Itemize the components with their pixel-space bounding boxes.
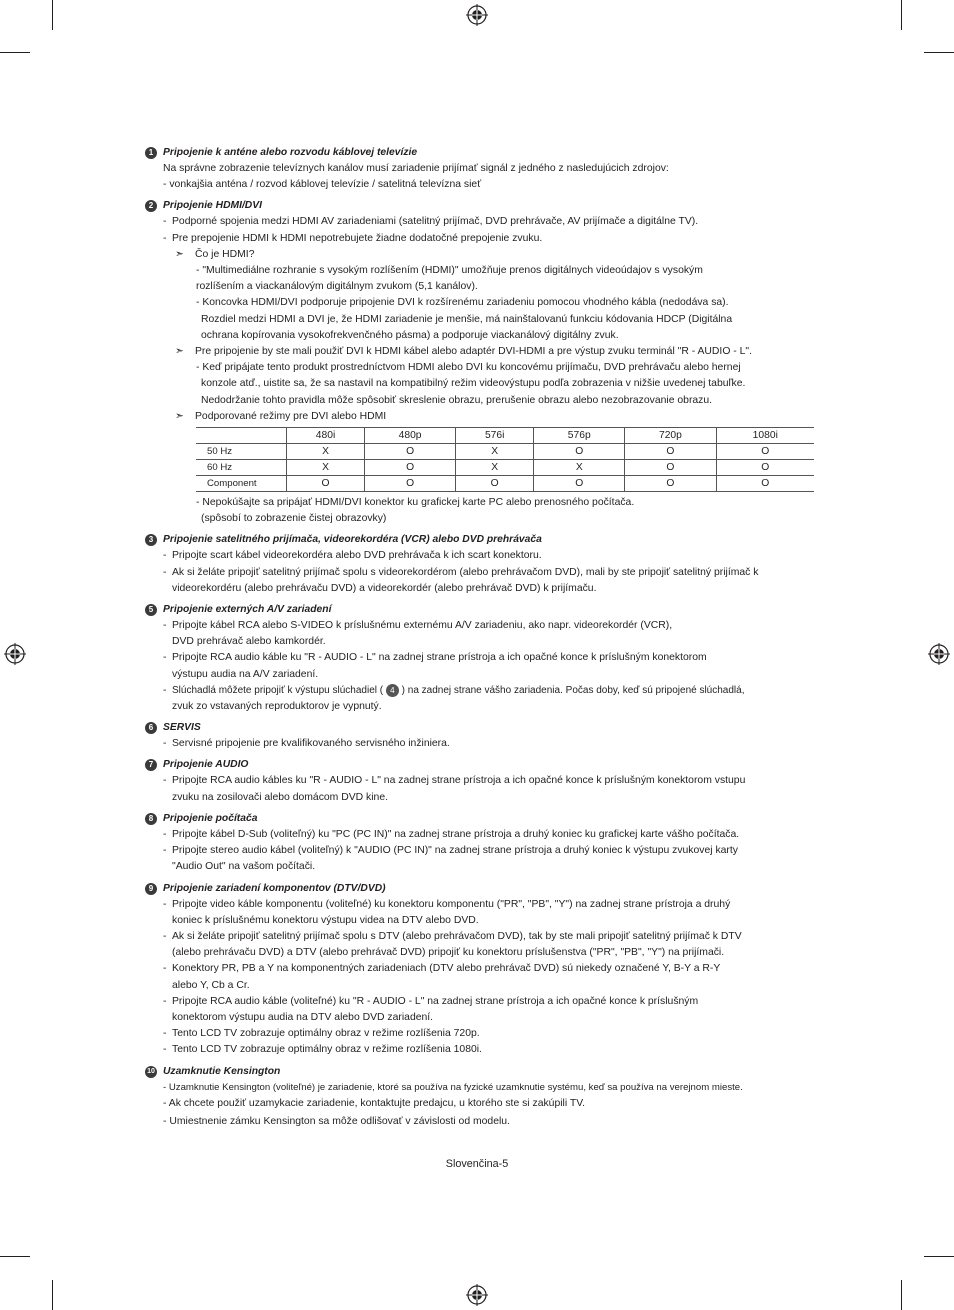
table-cell: O <box>716 444 814 460</box>
table-cell: O <box>625 444 716 460</box>
section-pc <box>145 811 825 876</box>
headphone-jack-number-icon: 4 <box>386 684 399 697</box>
list-item: - Servisné pripojenie pre kvalifikovaného servisného inžiniera. <box>145 736 825 752</box>
section-title: Pripojenie externých A/V zariadení <box>163 604 332 616</box>
table-row <box>196 444 814 460</box>
list-item: - Ak si želáte pripojiť satelitný prijímač spolu s videorekordérom (alebo prehrávačom DVD), mali by ste pripojiť satelitný prijímač k <box>145 565 825 581</box>
section-number-icon: 7 <box>145 759 157 771</box>
list-item-text: Podporné spojenia medzi HDMI AV zariadeniami (satelitný prijímač, DVD prehrávače, AV prijímače a digitálne TV). <box>172 216 699 228</box>
list-item-text: Konektory PR, PB a Y na komponentných zariadeniach (DTV alebo prehrávač DVD) sú niekedy označené Y, B-Y a R-Y <box>172 963 721 975</box>
section-number-icon: 10 <box>145 1066 157 1078</box>
crop-mark <box>901 1280 902 1310</box>
section-antenna <box>145 145 825 193</box>
table-header-row <box>196 428 814 444</box>
table-header-cell: 576i <box>456 428 534 444</box>
arrow-icon: ➣ <box>175 410 184 422</box>
section-service <box>145 720 825 752</box>
table-cell: O <box>625 460 716 476</box>
list-item <box>145 650 825 666</box>
list-item-continuation: konektorom výstupu audia na DTV alebo DVD zariadení. <box>172 1011 434 1023</box>
note-text: Čo je HDMI? <box>195 248 255 260</box>
section-number-icon: 2 <box>145 200 157 212</box>
list-item-text: Ak si želáte pripojiť satelitný prijímač spolu s DTV (alebo prehrávačom DVD), tak by ste mali pripojiť satelitný prijímač k DTV <box>172 930 742 942</box>
section-title: Pripojenie k anténe alebo rozvodu káblovej televízie <box>163 147 418 158</box>
list-item: - Slúchadlá môžete pripojiť k výstupu slúchadiel ( 4 ) na zadnej strane vášho zariadenia. Počas doby, keď sú pripojené slúchadlá, <box>145 683 825 699</box>
headphone-text: Slúchadlá môžete pripojiť k výstupu slúchadiel ( <box>172 684 384 696</box>
list-item-continuation: zvuk zo vstavaných reproduktorov je vypnutý. <box>172 701 382 713</box>
list-item-text: Tento LCD TV zobrazuje optimálny obraz v režime rozlíšenia 720p. <box>172 1028 480 1040</box>
list-item-continuation: výstupu audia na A/V zariadení. <box>172 668 319 680</box>
list-dash: - <box>163 930 167 942</box>
section-heading <box>145 881 825 897</box>
arrow-icon: ➣ <box>175 346 184 358</box>
table-cell: O <box>287 476 365 492</box>
list-item <box>145 1026 825 1042</box>
section-heading <box>145 720 825 736</box>
note-line: (spôsobí to zobrazenie čistej obrazovky) <box>201 513 387 525</box>
list-item: - Ak chcete použiť uzamykacie zariadenie, kontaktujte predajcu, u ktorého ste si zakúpili TV. <box>163 1097 586 1109</box>
section-audio <box>145 757 825 805</box>
list-item <box>145 994 825 1010</box>
table-row-label: 60 Hz <box>196 460 287 476</box>
section-title: Pripojenie zariadení komponentov (DTV/DVD) <box>163 882 386 894</box>
table-cell: O <box>534 444 625 460</box>
list-item-text: Pripojte RCA audio káble ku "R - AUDIO - L" na zadnej strane prístroja a ich opačné konce k príslušným konektorom <box>172 652 707 664</box>
list-item-continuation: (alebo prehrávaču DVD) a DTV (alebo prehrávač DVD) pripojiť ku konektoru príslušenstva ("PR", "PB", "Y") na prijímači. <box>172 947 725 959</box>
table-row <box>196 460 814 476</box>
list-item-text: Pripojte kábel RCA alebo S-VIDEO k príslušnému externému A/V zariadeniu, ako napr. videorekordér (VCR), <box>172 620 673 632</box>
list-item-continuation: zvuku na zosilovači alebo domácom DVD kine. <box>172 791 388 803</box>
list-item: - Umiestnenie zámku Kensington sa môže odlišovať v závislosti od modelu. <box>163 1115 510 1127</box>
supported-modes-table <box>196 427 814 492</box>
list-item: - Pre prepojenie HDMI k HDMI nepotrebujete žiadne dodatočné prepojenie zvuku. <box>145 231 825 247</box>
note-line: Rozdiel medzi HDMI a DVI je, že HDMI zariadenie je menšie, má nainštalovanú funkciu kódovania HDCP (Digitálna <box>201 313 733 325</box>
note-line: - Keď pripájate tento produkt prostredníctvom HDMI alebo DVI ku koncovému prijímaču, DVD prehrávaču alebo hernej <box>196 362 741 374</box>
table-cell: X <box>456 444 534 460</box>
section-heading <box>145 1064 825 1080</box>
registration-mark-icon <box>466 1284 488 1306</box>
table-cell: O <box>365 476 456 492</box>
section-title: Pripojenie počítača <box>163 812 258 824</box>
table-header-cell: 480i <box>287 428 365 444</box>
table-cell: O <box>365 460 456 476</box>
list-item-text <box>163 683 825 699</box>
table-cell: O <box>534 476 625 492</box>
list-item <box>145 961 825 977</box>
section-kensington <box>145 1064 825 1131</box>
table-header-cell: 1080i <box>716 428 814 444</box>
table-cell: X <box>534 460 625 476</box>
table-cell: O <box>625 476 716 492</box>
note-line: Nedodržanie tohto pravidla môže spôsobiť skreslenie obrazu, prerušenie obrazu alebo nezobrazovanie obrazu. <box>201 394 713 406</box>
section-number-icon: 1 <box>145 147 157 159</box>
arrow-icon: ➣ <box>175 248 184 260</box>
section-number-icon: 8 <box>145 813 157 825</box>
section-title: SERVIS <box>163 722 201 734</box>
table-header-cell: 720p <box>625 428 716 444</box>
list-item-text: Pripojte RCA audio kábles ku "R - AUDIO - L" na zadnej strane prístroja a ich opačné konce k príslušným konektorom vstupu <box>172 775 746 787</box>
list-item-text: Pripojte RCA audio káble (voliteľné) ku "R - AUDIO - L" na zadnej strane prístroja a ich opačné konce k príslušným <box>172 995 699 1007</box>
list-item-continuation: alebo Y, Cb a Cr. <box>172 979 250 991</box>
note-line: - Koncovka HDMI/DVI podporuje pripojenie DVI k rozšírenému zariadeniu pomocou vhodného kábla (nedodáva sa). <box>196 297 729 309</box>
list-item: - vonkajšia anténa / rozvod káblovej televízie / satelitná televízna sieť <box>163 179 482 191</box>
crop-mark <box>0 1256 30 1257</box>
table-cell: X <box>287 460 365 476</box>
note-line: - Nepokúšajte sa pripájať HDMI/DVI konektor ku grafickej karte PC alebo prenosného počítača. <box>196 497 635 509</box>
section-external-av <box>145 602 825 715</box>
crop-mark <box>901 0 902 30</box>
paragraph: Na správne zobrazenie televíznych kanálov musí zariadenie prijímať signál z jedného z nasledujúcich zdrojov: <box>163 163 669 174</box>
table-row <box>196 476 814 492</box>
registration-mark-icon <box>4 643 26 665</box>
section-heading <box>145 532 825 548</box>
section-heading <box>145 602 825 618</box>
headphone-text: ) na zadnej strane vášho zariadenia. Počas doby, keď sú pripojené slúchadlá, <box>401 684 745 696</box>
section-title: Pripojenie satelitného prijímača, videorekordéra (VCR) alebo DVD prehrávača <box>163 534 542 546</box>
section-satellite-vcr-dvd <box>145 532 825 597</box>
list-item-text: Ak si želáte pripojiť satelitný prijímač spolu s videorekordérom (alebo prehrávačom DVD), mali by ste pripojiť satelitný prijímač k <box>172 566 759 578</box>
note <box>145 409 825 425</box>
registration-mark-icon <box>928 643 950 665</box>
table-header-cell: 480p <box>365 428 456 444</box>
list-item <box>145 929 825 945</box>
list-item-text: Pripojte stereo audio kábel (voliteľný) k "AUDIO (PC IN)" na zadnej strane prístroja a druhý koniec k výstupu zvukovej karty <box>172 845 738 857</box>
page-footer <box>0 1158 954 1170</box>
crop-mark <box>52 1280 53 1310</box>
crop-mark <box>52 0 53 30</box>
list-item <box>145 618 825 634</box>
list-item-text: Tento LCD TV zobrazuje optimálny obraz v režime rozlíšenia 1080i. <box>172 1044 482 1056</box>
table-cell: X <box>287 444 365 460</box>
list-dash: - <box>163 995 167 1007</box>
crop-mark <box>924 1256 954 1257</box>
section-hdmi-dvi <box>145 198 825 527</box>
page-number: Slovenčina-5 <box>445 1158 509 1170</box>
section-heading <box>145 145 825 161</box>
note-line: ochrana kopírovania vysokofrekvenčného pásma) a podporuje viackanálový digitálny zvuk. <box>201 329 619 341</box>
list-dash: - <box>163 1028 167 1040</box>
note-text: Pre pripojenie by ste mali použiť DVI k HDMI kábel alebo adaptér DVI-HDMI a pre výstup zvuku terminál "R - AUDIO - L". <box>195 346 752 358</box>
list-item-continuation: DVD prehrávač alebo kamkordér. <box>172 636 326 648</box>
list-item-text: Pripojte scart kábel videorekordéra alebo DVD prehrávača k ich scart konektoru. <box>172 550 542 562</box>
section-number-icon: 5 <box>145 604 157 616</box>
section-heading <box>145 198 825 214</box>
note-line: - "Multimediálne rozhranie s vysokým rozlíšením (HDMI)" umožňuje prenos digitálnych videoúdajov s vysokým <box>196 265 703 277</box>
document-body <box>145 145 825 1135</box>
list-item: - Pripojte scart kábel videorekordéra alebo DVD prehrávača k ich scart konektoru. <box>145 548 825 564</box>
crop-mark <box>924 52 954 53</box>
list-item: - Podporné spojenia medzi HDMI AV zariadeniami (satelitný prijímač, DVD prehrávače, AV prijímače a digitálne TV). <box>145 214 825 230</box>
table-cell: O <box>456 476 534 492</box>
note <box>145 344 825 360</box>
section-title: Uzamknutie Kensington <box>163 1065 281 1077</box>
section-heading <box>145 811 825 827</box>
list-dash: - <box>163 963 167 975</box>
note-line: rozlíšením a viackanálovým digitálnym zvukom (5,1 kanálov). <box>196 281 478 293</box>
section-number-icon: 3 <box>145 534 157 546</box>
list-item: - Pripojte stereo audio kábel (voliteľný) k "AUDIO (PC IN)" na zadnej strane prístroja a druhý koniec k výstupu zvukovej karty <box>145 843 825 859</box>
note-line: konzole atď., uistite sa, že sa nastavil na kompatibilný režim videovýstupu podľa zobrazenia v nižšie uvedenej tabuľke. <box>201 378 746 390</box>
table-cell: O <box>716 460 814 476</box>
table-cell <box>196 428 287 444</box>
crop-mark <box>0 52 30 53</box>
section-heading <box>145 757 825 773</box>
list-item <box>145 897 825 913</box>
list-item-text: Pripojte video káble komponentu (voliteľné) ku konektoru komponentu ("PR", "PB", "Y") na zadnej strane prístroja a druhý <box>172 898 731 910</box>
list-item: - Pripojte kábel D-Sub (voliteľný) ku "PC (PC IN)" na zadnej strane prístroja a druhý koniec ku grafickej karte vášho počítača. <box>145 827 825 843</box>
table-row-label: Component <box>196 476 287 492</box>
section-number-icon: 6 <box>145 722 157 734</box>
list-item-continuation: videorekordéru (alebo prehrávaču DVD) a videorekordér (alebo prehrávač DVD) k prijímaču. <box>172 582 597 594</box>
list-item-continuation: koniec k príslušnému konektoru výstupu videa na DTV alebo DVD. <box>172 914 479 926</box>
table-cell: O <box>716 476 814 492</box>
section-title: Pripojenie AUDIO <box>163 759 249 771</box>
list-dash: - <box>163 620 167 632</box>
note <box>145 247 825 263</box>
section-title: Pripojenie HDMI/DVI <box>163 200 262 212</box>
note-text: Podporované režimy pre DVI alebo HDMI <box>195 410 387 422</box>
list-item: - Pripojte RCA audio kábles ku "R - AUDIO - L" na zadnej strane prístroja a ich opačné konce k príslušným konektorom vstupu <box>145 773 825 789</box>
list-dash: - <box>163 1044 167 1056</box>
list-item <box>145 1042 825 1058</box>
table-header-cell: 576p <box>534 428 625 444</box>
list-item-text: Pre prepojenie HDMI k HDMI nepotrebujete žiadne dodatočné prepojenie zvuku. <box>172 232 543 244</box>
table-cell: O <box>365 444 456 460</box>
list-item-text: Pripojte kábel D-Sub (voliteľný) ku "PC (PC IN)" na zadnej strane prístroja a druhý koniec ku grafickej karte vášho počítača. <box>172 828 740 840</box>
table-row-label: 50 Hz <box>196 444 287 460</box>
registration-mark-icon <box>466 4 488 26</box>
section-component <box>145 881 825 1059</box>
list-item: - Uzamknutie Kensington (voliteľné) je zariadenie, ktoré sa používa na fyzické uzamknutie systému, keď sa používa na verejnom mieste. <box>163 1081 743 1093</box>
list-dash: - <box>163 898 167 910</box>
list-item-continuation: "Audio Out" na vašom počítači. <box>172 861 316 873</box>
table-cell: X <box>456 460 534 476</box>
list-item-text: Servisné pripojenie pre kvalifikovaného servisného inžiniera. <box>172 738 450 750</box>
section-number-icon: 9 <box>145 883 157 895</box>
list-dash: - <box>163 652 167 664</box>
